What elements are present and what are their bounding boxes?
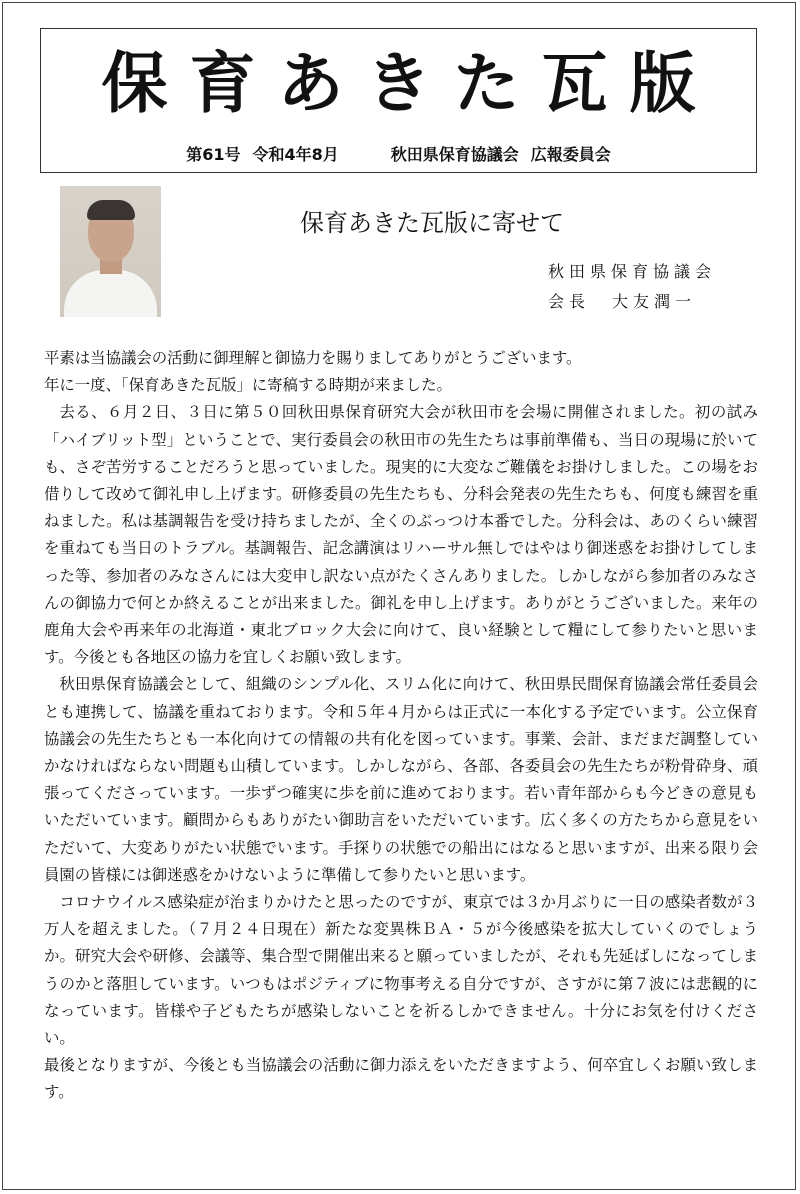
article-headline: 保育あきた瓦版に寄せて xyxy=(300,209,564,237)
publisher: 秋田県保育協議会 xyxy=(390,145,519,164)
newsletter-title: 保育あきた瓦版 xyxy=(101,44,718,122)
paragraph: 年に一度、「保育あきた瓦版」に寄稿する時期が来ました。 xyxy=(44,376,452,395)
author-organization: 秋田県保育協議会 xyxy=(548,262,717,281)
issue-number: 第61号 xyxy=(186,145,241,164)
paragraph: 平素は当協議会の活動に御理解と御協力を賜りましてありがとうございます。 xyxy=(44,349,582,367)
paragraph: 最後となりますが、今後とも当協議会の活動に御力添えをいただきますよう、何卒宜しくお願い致します。 xyxy=(44,1056,758,1102)
author-role: 会長 xyxy=(548,292,591,311)
issue-info xyxy=(41,142,756,165)
issue-date: 令和4年8月 xyxy=(252,145,339,164)
paragraph: コロナウイルス感染症が治まりかけたと思ったのですが、東京では３か月ぶりに一日の感染者数が３万人を超えました。（７月２４日現在）新たな変異株ＢＡ・５が今後感染を拡大していくのでしょうか。研究大会や研修、会議等、集合型で開催出来ると願っていましたが、それも先延ばしになってしまうのかと落胆しています。いつもはポジティブに物事考える自分ですが、さすがに第７波には悲観的になっています。皆様や子どもたちが感染しないことを祈るしかできません。十分にお気を付けください。 xyxy=(44,893,758,1048)
author-photo xyxy=(60,186,161,317)
article-body xyxy=(44,345,758,1107)
paragraph: 去る、６月２日、３日に第５０回秋田県保育研究大会が秋田市を会場に開催されました。初の試み「ハイブリット型」ということで、実行委員会の秋田市の先生たちは事前準備も、当日の現場に於いても、さぞ苦労することだろうと思っていました。現実的に大変なご難儀をお掛けしました。この場をお借りして改めて御礼申し上げます。研修委員の先生たちも、分科会発表の先生たちも、何度も練習を重ねました。私は基調報告を受け持ちましたが、全くのぶっつけ本番でした。分科会は、あのくらい練習を重ねても当日のトラブル。基調報告、記念講演はリハーサル無しではやはり御迷惑をお掛けしてしまった等、参加者のみなさんには大変申し訳ない点がたくさんありました。しかしながら参加者のみなさんの御協力で何とか終えることが出来ました。御礼を申し上げます。ありがとうございました。来年の鹿角大会や再来年の北海道・東北ブロック大会に向けて、良い経験として糧にして参りたいと思います。今後とも各地区の協力を宜しくお願い致します。 xyxy=(44,403,758,667)
author-name: 大友潤一 xyxy=(612,292,697,311)
author-line xyxy=(548,289,718,312)
paragraph: 秋田県保育協議会として、組織のシンプル化、スリム化に向けて、秋田県民間保育協議会常任委員会とも連携して、協議を重ねております。令和５年４月からは正式に一本化する予定でいます。公立保育協議会の先生たちとも一本化向けての情報の共有化を図っています。事業、会計、まだまだ調整していかなければならない問題も山積しています。しかしながら、各部、各委員会の先生たちが粉骨砕身、頑張ってくださっています。一歩ずつ確実に歩を前に進めております。若い青年部からも今どきの意見もいただいています。顧問からもありがたい御助言をいただいています。広く多くの方たちから意見をいただいて、大変ありがたい状態でいます。手探りの状態での船出にはなると思いますが、出来る限り会員園の皆様には御迷惑をかけないように準備して参りたいと思います。 xyxy=(44,675,758,884)
masthead xyxy=(40,28,757,173)
committee: 広報委員会 xyxy=(530,145,611,164)
